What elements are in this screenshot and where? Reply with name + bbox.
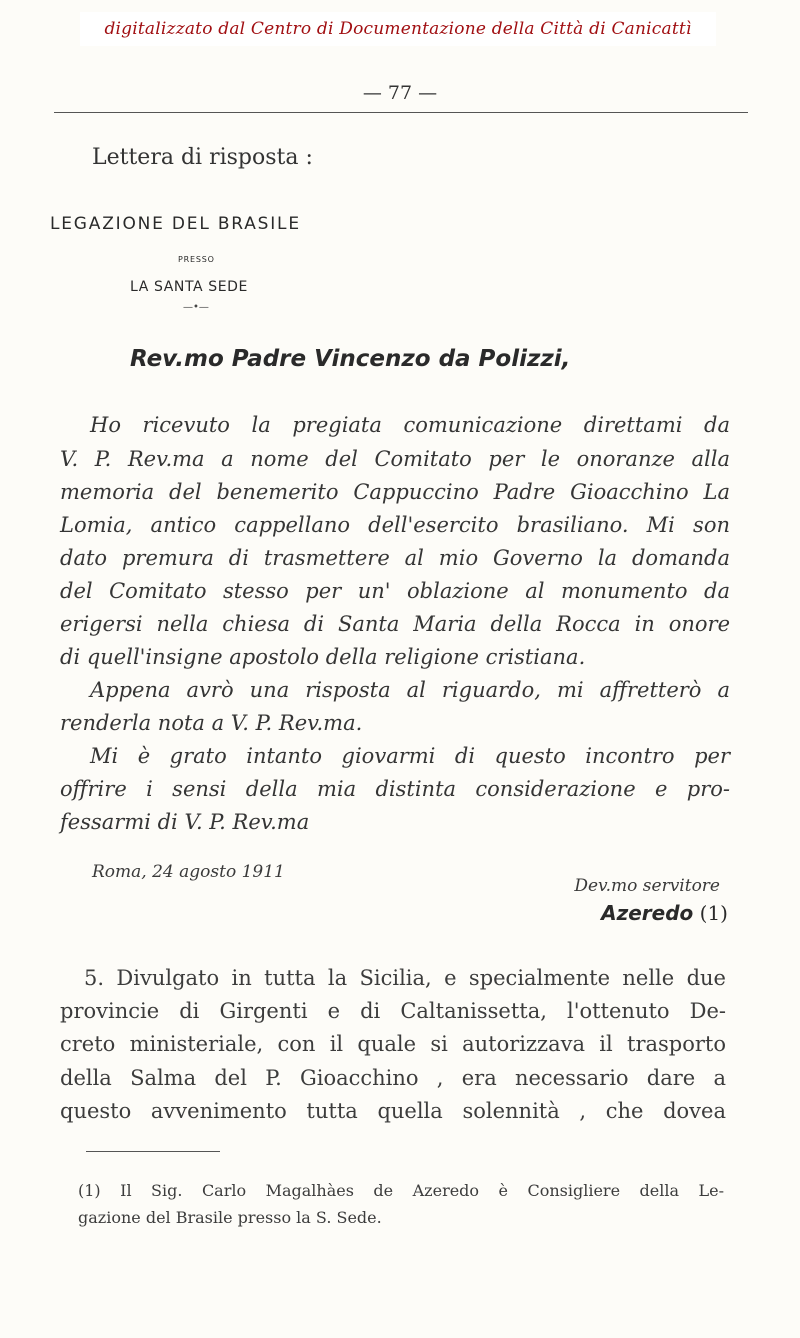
footnote-line: (1) Il Sig. Carlo Magalhàes de Azeredo è Consigliere della Le- [78, 1181, 724, 1200]
letter-line: Appena avrò una risposta al riguardo, mi affretterò a [90, 678, 730, 702]
letter-date: Roma, 24 agosto 1911 [92, 862, 285, 882]
paragraph-line: provincie di Girgenti e di Caltanissetta, l'ottenuto De- [60, 999, 726, 1023]
paragraph-line: creto ministeriale, con il quale si autorizzava il trasporto [60, 1032, 726, 1056]
page-number: — 77 — [362, 82, 438, 104]
footnote-line: gazione del Brasile presso la S. Sede. [78, 1208, 382, 1227]
footnote-rule [86, 1151, 220, 1152]
letter-salutation: Rev.mo Padre Vincenzo da Polizzi, [130, 346, 571, 372]
letterhead-ornament: —•— [183, 302, 209, 313]
paragraph-line: 5. Divulgato in tutta la Sicilia, e specialmente nelle due [84, 966, 726, 990]
letter-line: memoria del benemerito Cappuccino Padre Gioacchino La [60, 480, 730, 504]
letter-line: erigersi nella chiesa di Santa Maria della Rocca in onore [60, 612, 730, 636]
letter-line: dato premura di trasmettere al mio Governo la domanda [60, 546, 730, 570]
letter-line: renderla nota a V. P. Rev.ma. [60, 711, 363, 735]
letter-line: di quell'insigne apostolo della religione cristiana. [60, 645, 586, 669]
letter-closing: Dev.mo servitore [574, 876, 720, 896]
footnote-reference: (1) [699, 901, 728, 925]
letter-signature [601, 901, 728, 925]
signature-name: Azeredo [601, 901, 694, 925]
letter-line: fessarmi di V. P. Rev.ma [60, 810, 310, 834]
letterhead-holy-see: LA SANTA SEDE [130, 279, 248, 295]
letter-line: Mi è grato intanto giovarmi di questo incontro per [90, 744, 730, 768]
letter-line: V. P. Rev.ma a nome del Comitato per le onoranze alla [60, 447, 730, 471]
letterhead-presso: PRESSO [178, 255, 215, 264]
paragraph-line: questo avvenimento tutta quella solennità , che dovea [60, 1099, 726, 1123]
letter-line: del Comitato stesso per un' oblazione al monumento da [60, 579, 730, 603]
letter-line: Ho ricevuto la pregiata comunicazione direttami da [90, 413, 730, 437]
paragraph-line: della Salma del P. Gioacchino , era necessario dare a [60, 1066, 726, 1090]
section-heading: Lettera di risposta : [92, 145, 313, 170]
letter-line: offrire i sensi della mia distinta considerazione e pro- [60, 777, 730, 801]
letterhead-legation: LEGAZIONE DEL BRASILE [50, 214, 301, 234]
digitization-watermark: digitalizzato dal Centro di Documentazione della Città di Canicattì [80, 12, 716, 46]
letter-line: Lomia, antico cappellano dell'esercito brasiliano. Mi son [60, 513, 730, 537]
header-rule [54, 112, 748, 113]
